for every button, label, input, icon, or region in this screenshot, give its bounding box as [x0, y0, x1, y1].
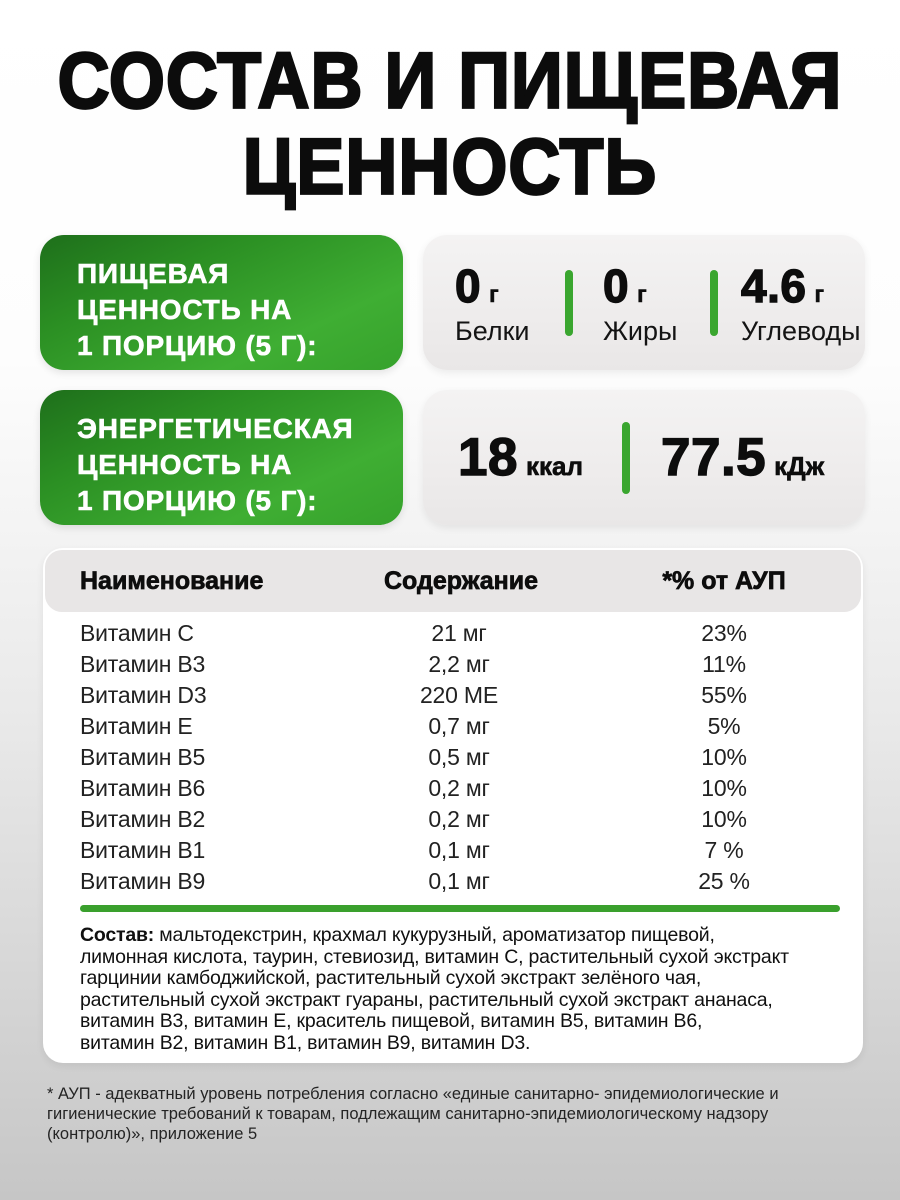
macro-fats	[573, 259, 710, 347]
composition-line: витамин B2, витамин B1, витамин B9, витамин D3.	[80, 1031, 531, 1054]
vitamin-name: Витамин B3	[80, 651, 206, 677]
vitamin-percent: 7 %	[704, 837, 744, 863]
vitamin-amount: 2,2 мг	[428, 651, 490, 677]
vitamin-name: Витамин B5	[80, 744, 206, 770]
macro-unit: г	[489, 280, 499, 307]
table-row	[43, 804, 863, 835]
energy-unit: ккал	[525, 451, 583, 481]
footnote	[47, 1084, 857, 1144]
vitamin-name: Витамин B1	[80, 837, 206, 863]
nutrition-heading-line: ПИЩЕВАЯ	[77, 258, 230, 289]
vitamin-name: Витамин C	[80, 620, 194, 646]
energy-heading-line: ЦЕННОСТЬ НА	[77, 449, 293, 480]
vitamin-amount: 0,2 мг	[428, 775, 490, 801]
nutrients-table-card	[43, 548, 863, 1063]
table-rows	[43, 618, 863, 897]
vitamin-percent: 10%	[701, 744, 747, 770]
table-row	[43, 618, 863, 649]
composition-line: гарцинии камбоджийской, растительный сухой экстракт зелёного чая,	[80, 967, 702, 989]
macro-label: Белки	[455, 315, 530, 346]
vitamin-amount: 0,1 мг	[428, 868, 490, 894]
macro-value: 4.6	[741, 259, 807, 312]
composition-text	[80, 925, 835, 1054]
composition-line: витамин B3, витамин E, краситель пищевой, витамин B5, витамин B6,	[80, 1010, 703, 1032]
vitamin-percent: 25 %	[698, 868, 750, 894]
table-header-percent: *% от АУП	[662, 566, 786, 595]
energy-panel	[423, 390, 865, 525]
energy-heading-line: ЭНЕРГЕТИЧЕСКАЯ	[77, 413, 354, 444]
vitamin-amount: 220 МЕ	[419, 682, 499, 708]
macros-panel	[423, 235, 865, 370]
composition-line-text: мальтодекстрин, крахмал кукурузный, ароматизатор пищевой,	[159, 924, 715, 946]
macro-unit: г	[814, 280, 825, 307]
vitamin-name: Витамин B9	[80, 868, 206, 894]
vitamin-percent: 55%	[701, 682, 747, 708]
macro-label: Углеводы	[741, 315, 861, 346]
page-title-line-2: ЦЕННОСТЬ	[242, 123, 658, 211]
table-row	[43, 742, 863, 773]
divider-bar	[622, 422, 630, 494]
green-divider	[80, 905, 840, 912]
page-title-line-1: СОСТАВ И ПИЩЕВАЯ	[57, 37, 843, 125]
vitamin-amount: 21 мг	[431, 620, 487, 646]
table-row	[43, 866, 863, 897]
table-row	[43, 773, 863, 804]
composition-line: растительный сухой экстракт гуараны, растительный сухой экстракт ананаса,	[80, 988, 773, 1011]
energy-heading-line: 1 ПОРЦИЮ (5 Г):	[77, 485, 318, 516]
vitamin-amount: 0,2 мг	[428, 806, 490, 832]
vitamin-amount: 0,5 мг	[428, 744, 490, 770]
divider-bar	[710, 270, 718, 336]
vitamin-name: Витамин B6	[80, 775, 206, 801]
vitamin-percent: 10%	[701, 775, 747, 801]
energy-kcal	[423, 427, 622, 488]
footnote-line: (контролю)», приложение 5	[47, 1125, 258, 1143]
vitamin-percent: 11%	[702, 651, 746, 677]
macro-proteins	[423, 259, 565, 347]
vitamin-percent: 23%	[701, 620, 747, 646]
composition-label: Состав:	[80, 924, 155, 946]
table-row	[43, 711, 863, 742]
divider-bar	[565, 270, 573, 336]
table-row	[43, 835, 863, 866]
macro-value: 0	[455, 259, 482, 312]
nutrition-heading-box	[40, 235, 403, 370]
composition-line: лимонная кислота, таурин, стевиозид, витамин C, растительный сухой экстракт	[80, 945, 789, 968]
vitamin-name: Витамин B2	[80, 806, 206, 832]
nutrition-heading-line: ЦЕННОСТЬ НА	[77, 294, 293, 325]
table-header-content: Содержание	[383, 566, 539, 595]
energy-unit: кДж	[774, 451, 825, 481]
energy-value: 77.5	[661, 428, 767, 487]
table-header-row	[45, 550, 861, 612]
table-row	[43, 649, 863, 680]
macro-carbs	[718, 259, 865, 347]
vitamin-name: Витамин E	[80, 713, 193, 739]
macro-label: Жиры	[603, 315, 678, 346]
vitamin-percent: 5%	[707, 713, 741, 739]
energy-value: 18	[458, 428, 518, 487]
table-header-name: Наименование	[80, 566, 264, 595]
composition-line	[80, 925, 835, 947]
energy-heading-box	[40, 390, 403, 525]
vitamin-name: Витамин D3	[80, 682, 207, 708]
vitamin-amount: 0,1 мг	[428, 837, 490, 863]
vitamin-percent: 10%	[701, 806, 747, 832]
page-title	[0, 38, 900, 210]
macro-value: 0	[603, 259, 630, 312]
macro-unit: г	[637, 280, 647, 307]
energy-kj	[630, 427, 865, 488]
nutrition-heading-line: 1 ПОРЦИЮ (5 Г):	[77, 330, 318, 361]
table-row	[43, 680, 863, 711]
footnote-line: гигиенические требований к товарам, подлежащим санитарно-эпидемиологическому надзору	[47, 1105, 769, 1123]
footnote-line: * АУП - адекватный уровень потребления согласно «единые санитарно- эпидемиологические и	[47, 1085, 779, 1103]
vitamin-amount: 0,7 мг	[428, 713, 490, 739]
